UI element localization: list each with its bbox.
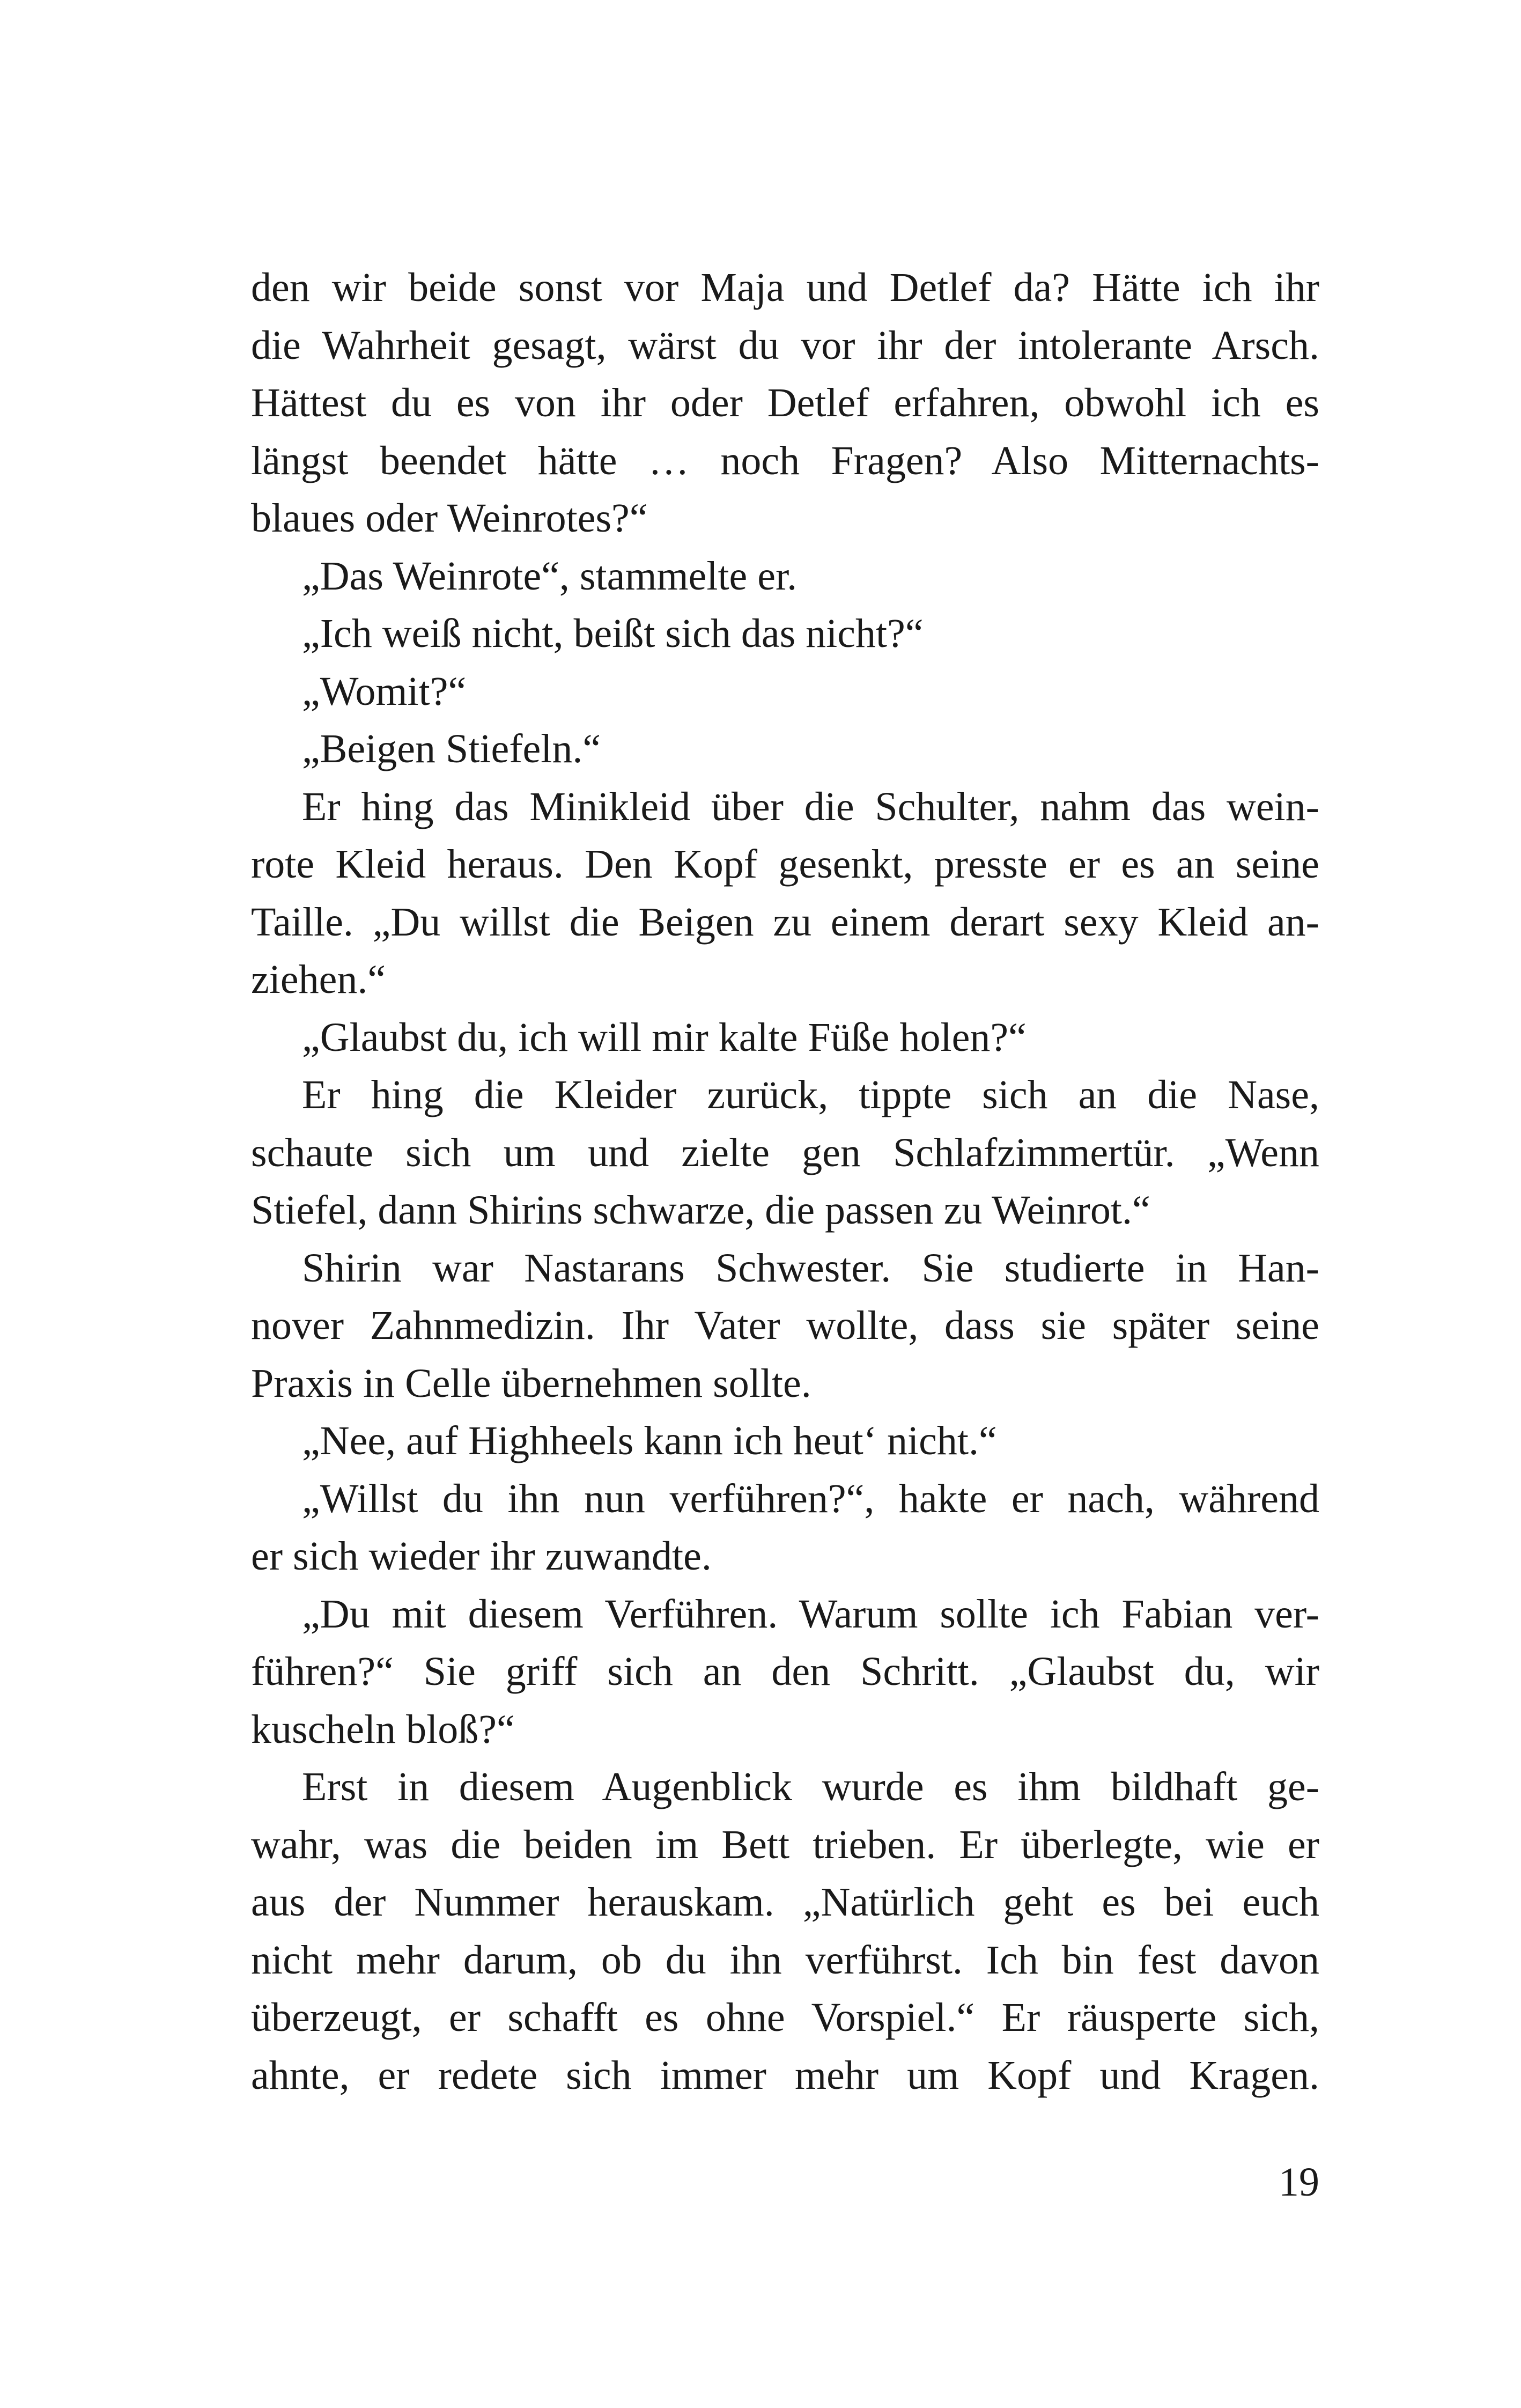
text-line: er sich wieder ihr zuwandte. bbox=[251, 1534, 712, 1579]
text-line: „Ich weiß nicht, beißt sich das nicht?“ bbox=[302, 611, 924, 656]
text-line: Erst in diesem Augenblick wurde es ihm bildhaft ge- bbox=[302, 1764, 1319, 1809]
body-text bbox=[251, 259, 1319, 2104]
text-line: die Wahrheit gesagt, wärst du vor ihr der intolerante Arsch. bbox=[251, 322, 1319, 368]
text-line: führen?“ Sie griff sich an den Schritt. „Glaubst du, wir bbox=[251, 1649, 1319, 1694]
text-line: rote Kleid heraus. Den Kopf gesenkt, presste er es an seine bbox=[251, 842, 1319, 887]
text-line: Er hing die Kleider zurück, tippte sich an die Nase, bbox=[302, 1072, 1319, 1117]
text-line: „Womit?“ bbox=[302, 668, 467, 714]
text-line: wahr, was die beiden im Bett trieben. Er überlegte, wie er bbox=[251, 1822, 1319, 1867]
text-line: Hättest du es von ihr oder Detlef erfahren, obwohl ich es bbox=[251, 380, 1319, 425]
text-line: „Das Weinrote“, stammelte er. bbox=[302, 553, 798, 599]
text-line: Praxis in Celle übernehmen sollte. bbox=[251, 1360, 811, 1406]
text-line: „Nee, auf Highheels kann ich heut‘ nicht.“ bbox=[302, 1418, 997, 1463]
text-line: Taille. „Du willst die Beigen zu einem derart sexy Kleid an- bbox=[251, 899, 1319, 945]
text-line: blaues oder Weinrotes?“ bbox=[251, 496, 648, 541]
text-line: „Beigen Stiefeln.“ bbox=[302, 726, 601, 771]
text-line: nicht mehr darum, ob du ihn verführst. Ich bin fest davon bbox=[251, 1937, 1319, 1983]
text-line: schaute sich um und zielte gen Schlafzimmertür. „Wenn bbox=[251, 1130, 1319, 1175]
text-line: „Glaubst du, ich will mir kalte Füße holen?“ bbox=[302, 1014, 1027, 1060]
text-line: ahnte, er redete sich immer mehr um Kopf und Kragen. bbox=[251, 2052, 1319, 2098]
text-line: ziehen.“ bbox=[251, 957, 386, 1002]
text-line: Stiefel, dann Shirins schwarze, die passen zu Weinrot.“ bbox=[251, 1188, 1150, 1233]
text-line: längst beendet hätte … noch Fragen? Also Mitternachts- bbox=[251, 438, 1319, 483]
text-line: überzeugt, er schafft es ohne Vorspiel.“ Er räusperte sich, bbox=[251, 1995, 1319, 2040]
text-line: „Willst du ihn nun verführen?“, hakte er nach, während bbox=[302, 1476, 1319, 1521]
text-line: „Du mit diesem Verführen. Warum sollte ich Fabian ver- bbox=[302, 1591, 1319, 1637]
text-line: kuscheln bloß?“ bbox=[251, 1706, 515, 1752]
text-line: Er hing das Minikleid über die Schulter, nahm das wein- bbox=[302, 784, 1319, 829]
text-line: Shirin war Nastarans Schwester. Sie studierte in Han- bbox=[302, 1245, 1319, 1291]
text-line: den wir beide sonst vor Maja und Detlef da? Hätte ich ihr bbox=[251, 265, 1319, 310]
page-number: 19 bbox=[1279, 2160, 1319, 2205]
text-line: nover Zahnmedizin. Ihr Vater wollte, dass sie später seine bbox=[251, 1303, 1319, 1348]
text-line: aus der Nummer herauskam. „Natürlich geht es bei euch bbox=[251, 1880, 1319, 1925]
